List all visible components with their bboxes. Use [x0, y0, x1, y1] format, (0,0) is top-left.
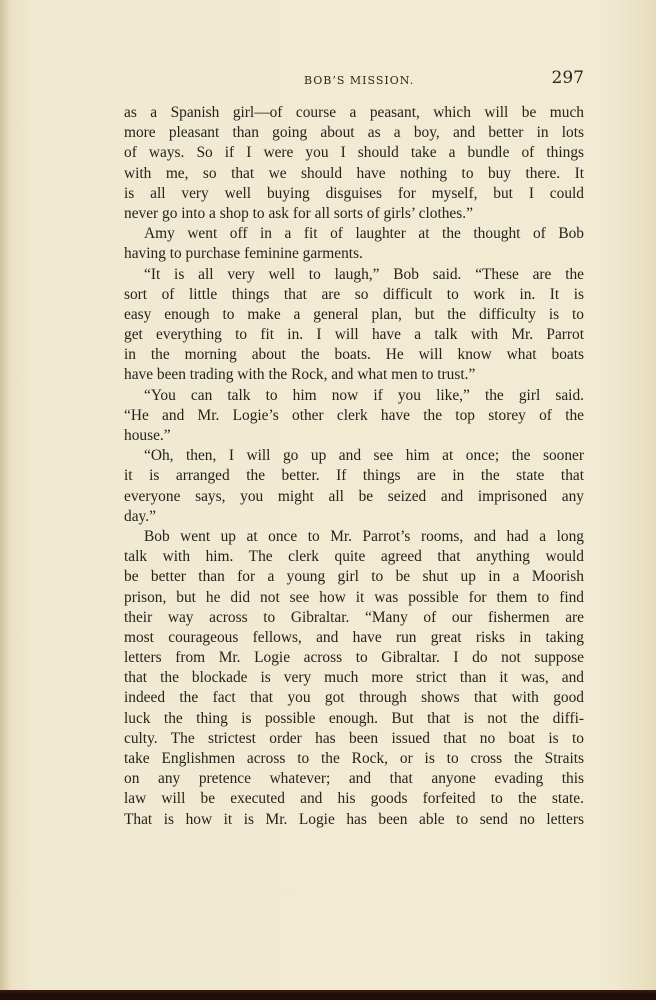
text-line: take Englishmen across to the Rock, or is to cross the Straits [124, 750, 584, 767]
text-line: more pleasant than going about as a boy, and better in lots [124, 124, 584, 142]
text-line: in the morning about the boats. He will know what boats [124, 346, 584, 364]
text-line: as a Spanish girl—of course a peasant, which will be much [124, 104, 584, 121]
gutter-shadow [0, 0, 10, 990]
text-line: is all very well buying disguises for myself, but I could [124, 184, 584, 202]
text-line: law will be executed and his goods forfeited to the state. [124, 790, 584, 808]
page-header [124, 64, 584, 92]
text-line: prison, but he did not see how it was possible for them to find [124, 588, 584, 606]
text-line: everyone says, you might all be seized and imprisoned any [124, 487, 584, 505]
text-line: have been trading with the Rock, and what men to trust.” [124, 366, 476, 384]
text-line: their way across to Gibraltar. “Many of our fishermen are [124, 608, 584, 626]
text-line: talk with him. The clerk quite agreed that anything would [124, 548, 584, 566]
text-line: it is arranged the better. If things are in the state that [124, 467, 584, 485]
text-line: “It is all very well to laugh,” Bob said. “These are the [144, 265, 584, 283]
text-line: with me, so that we should have nothing to buy there. It [124, 164, 584, 182]
page-number: 297 [551, 68, 584, 88]
text-line: be better than for a young girl to be shut up in a Moorish [124, 568, 584, 586]
text-line: “Oh, then, I will go up and see him at once; the sooner [144, 447, 584, 465]
text-line: culty. The strictest order has been issued that no boat is to [124, 729, 584, 747]
text-line: having to purchase feminine garments. [124, 245, 363, 263]
text-line: “You can talk to him now if you like,” the girl said. [144, 386, 584, 404]
text-line: that the blockade is very much more strict than it was, and [124, 669, 584, 687]
text-line: get everything to fit in. I will have a talk with Mr. Parrot [124, 326, 584, 344]
text-line: day.” [124, 507, 156, 525]
text-line: Bob went up at once to Mr. Parrot’s rooms, and had a long [144, 527, 584, 545]
running-title: BOB’S MISSION. [304, 74, 415, 87]
text-line: never go into a shop to ask for all sorts of girls’ clothes.” [124, 204, 473, 222]
text-line: indeed the fact that you got through shows that with good [124, 689, 584, 707]
text-line: of ways. So if I were you I should take a bundle of things [124, 144, 584, 162]
text-line: sort of little things that are so difficult to work in. It is [124, 285, 584, 303]
text-line: house.” [124, 427, 171, 444]
text-line: most courageous fellows, and have run great risks in taking [124, 628, 584, 646]
text-line: luck the thing is possible enough. But that is not the diffi- [124, 709, 584, 727]
text-line: on any pretence whatever; and that anyone evading this [124, 770, 584, 788]
body-text [124, 103, 584, 830]
text-line: Amy went off in a fit of laughter at the thought of Bob [144, 225, 584, 243]
book-bottom-edge [0, 990, 656, 1000]
text-line: “He and Mr. Logie’s other clerk have the top storey of the [124, 406, 584, 424]
text-line: easy enough to make a general plan, but the difficulty is to [124, 305, 584, 323]
text-line: letters from Mr. Logie across to Gibraltar. I do not suppose [124, 649, 584, 667]
text-line: That is how it is Mr. Logie has been able to send no letters [124, 810, 584, 828]
